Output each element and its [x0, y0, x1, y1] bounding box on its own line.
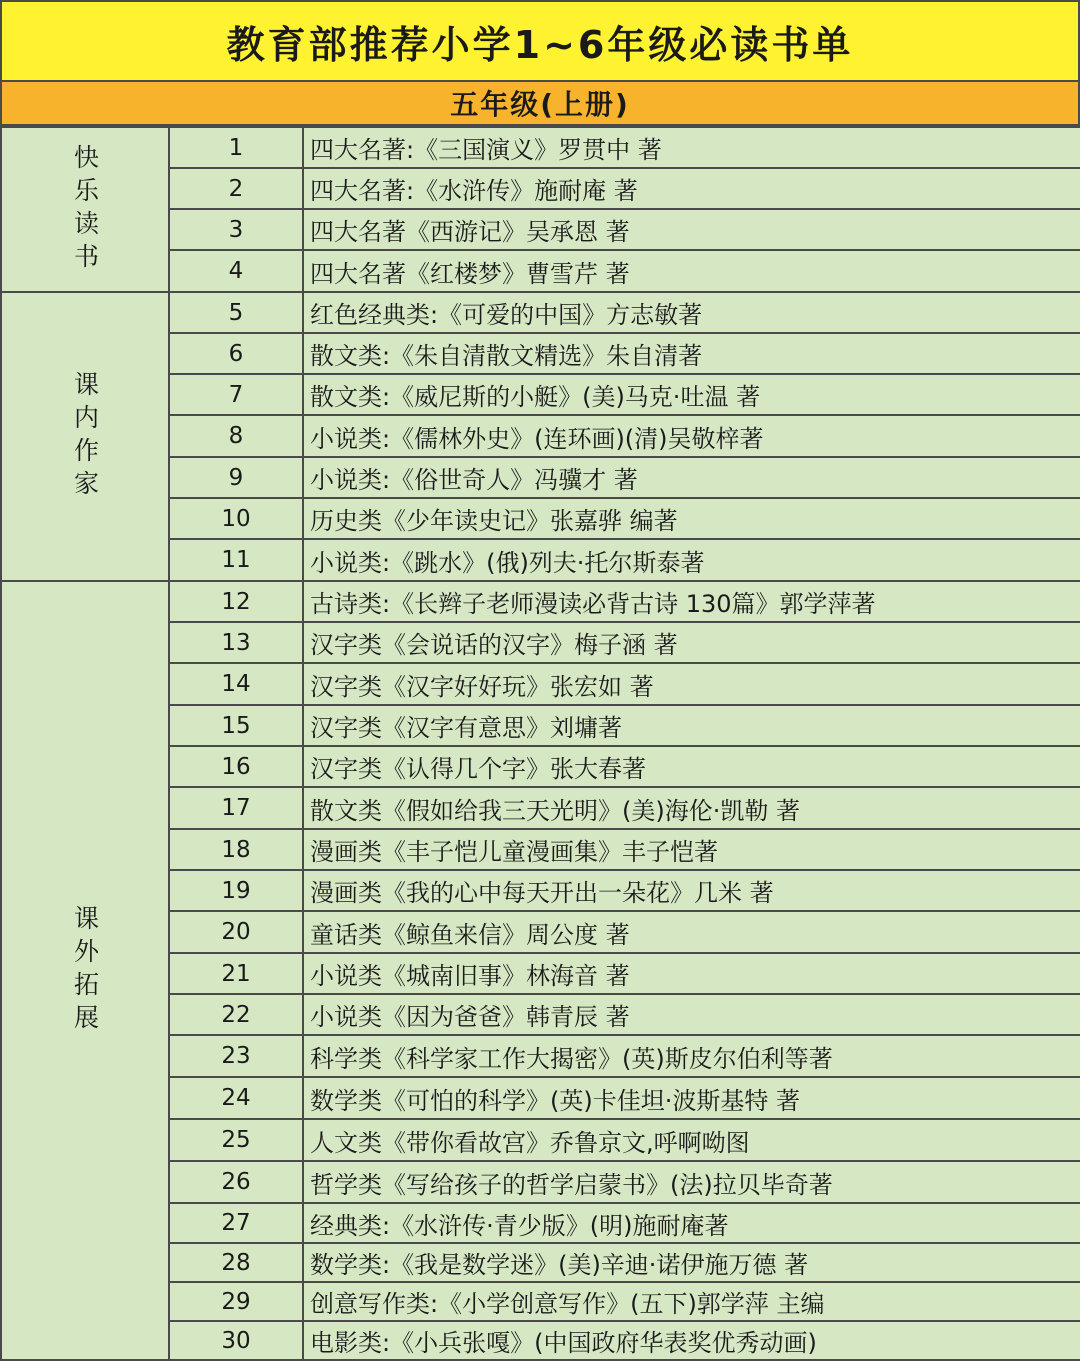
book-entry: 汉字类《认得几个字》张大春著	[303, 746, 1080, 787]
book-table-body	[1, 127, 1080, 1360]
row-number: 2	[169, 168, 303, 209]
book-entry: 汉字类《汉字好好玩》张宏如 著	[303, 663, 1080, 705]
row-number: 29	[169, 1282, 303, 1321]
book-entry: 四大名著:《水浒传》施耐庵 著	[303, 168, 1080, 209]
book-entry: 小说类:《跳水》(俄)列夫·托尔斯泰著	[303, 539, 1080, 581]
row-number: 4	[169, 250, 303, 292]
book-entry: 四大名著:《三国演义》罗贯中 著	[303, 127, 1080, 168]
book-entry: 数学类《可怕的科学》(英)卡佳坦·波斯基特 著	[303, 1077, 1080, 1119]
row-number: 21	[169, 953, 303, 994]
category-cell	[1, 581, 169, 1360]
row-number: 10	[169, 498, 303, 539]
book-entry: 散文类:《威尼斯的小艇》(美)马克·吐温 著	[303, 374, 1080, 415]
row-number: 25	[169, 1119, 303, 1161]
category-label: 课外拓展	[70, 904, 100, 1037]
row-number: 28	[169, 1243, 303, 1282]
row-number: 16	[169, 746, 303, 787]
category-label: 快乐读书	[70, 143, 100, 276]
book-entry: 四大名著《西游记》吴承恩 著	[303, 209, 1080, 250]
book-entry: 红色经典类:《可爱的中国》方志敏著	[303, 292, 1080, 333]
book-entry: 科学类《科学家工作大揭密》(英)斯皮尔伯利等著	[303, 1035, 1080, 1077]
book-entry: 漫画类《丰子恺儿童漫画集》丰子恺著	[303, 829, 1080, 870]
book-entry: 人文类《带你看故宫》乔鲁京文,呼啊呦图	[303, 1119, 1080, 1161]
row-number: 1	[169, 127, 303, 168]
grade-subtitle: 五年级(上册)	[0, 82, 1080, 126]
row-number: 30	[169, 1321, 303, 1360]
book-entry: 哲学类《写给孩子的哲学启蒙书》(法)拉贝毕奇著	[303, 1161, 1080, 1203]
row-number: 13	[169, 622, 303, 663]
book-entry: 古诗类:《长辫子老师漫读必背古诗 130篇》郭学萍著	[303, 581, 1080, 622]
category-cell	[1, 127, 169, 292]
table-row	[1, 127, 1080, 168]
row-number: 22	[169, 994, 303, 1035]
book-entry: 小说类《因为爸爸》韩青辰 著	[303, 994, 1080, 1035]
book-entry: 散文类《假如给我三天光明》(美)海伦·凯勒 著	[303, 787, 1080, 829]
page-title: 教育部推荐小学1~6年级必读书单	[0, 0, 1080, 82]
book-entry: 漫画类《我的心中每天开出一朵花》几米 著	[303, 870, 1080, 911]
row-number: 12	[169, 581, 303, 622]
row-number: 19	[169, 870, 303, 911]
row-number: 3	[169, 209, 303, 250]
row-number: 23	[169, 1035, 303, 1077]
book-entry: 小说类《城南旧事》林海音 著	[303, 953, 1080, 994]
row-number: 5	[169, 292, 303, 333]
row-number: 6	[169, 333, 303, 374]
book-table	[0, 126, 1080, 1361]
row-number: 9	[169, 457, 303, 498]
row-number: 24	[169, 1077, 303, 1119]
row-number: 26	[169, 1161, 303, 1203]
book-entry: 创意写作类:《小学创意写作》(五下)郭学萍 主编	[303, 1282, 1080, 1321]
book-entry: 汉字类《汉字有意思》刘墉著	[303, 705, 1080, 746]
book-entry: 经典类:《水浒传·青少版》(明)施耐庵著	[303, 1203, 1080, 1243]
row-number: 27	[169, 1203, 303, 1243]
row-number: 8	[169, 415, 303, 457]
book-entry: 电影类:《小兵张嘎》(中国政府华表奖优秀动画)	[303, 1321, 1080, 1360]
row-number: 7	[169, 374, 303, 415]
category-cell	[1, 292, 169, 581]
book-entry: 四大名著《红楼梦》曹雪芹 著	[303, 250, 1080, 292]
row-number: 18	[169, 829, 303, 870]
category-label: 课内作家	[70, 370, 100, 503]
table-row	[1, 292, 1080, 333]
book-entry: 小说类:《俗世奇人》冯骥才 著	[303, 457, 1080, 498]
row-number: 17	[169, 787, 303, 829]
book-entry: 历史类《少年读史记》张嘉骅 编著	[303, 498, 1080, 539]
book-entry: 童话类《鲸鱼来信》周公度 著	[303, 911, 1080, 953]
book-entry: 数学类:《我是数学迷》(美)辛迪·诺伊施万德 著	[303, 1243, 1080, 1282]
row-number: 14	[169, 663, 303, 705]
row-number: 15	[169, 705, 303, 746]
row-number: 11	[169, 539, 303, 581]
book-entry: 散文类:《朱自清散文精选》朱自清著	[303, 333, 1080, 374]
table-row	[1, 581, 1080, 622]
book-entry: 小说类:《儒林外史》(连环画)(清)吴敬梓著	[303, 415, 1080, 457]
book-entry: 汉字类《会说话的汉字》梅子涵 著	[303, 622, 1080, 663]
row-number: 20	[169, 911, 303, 953]
